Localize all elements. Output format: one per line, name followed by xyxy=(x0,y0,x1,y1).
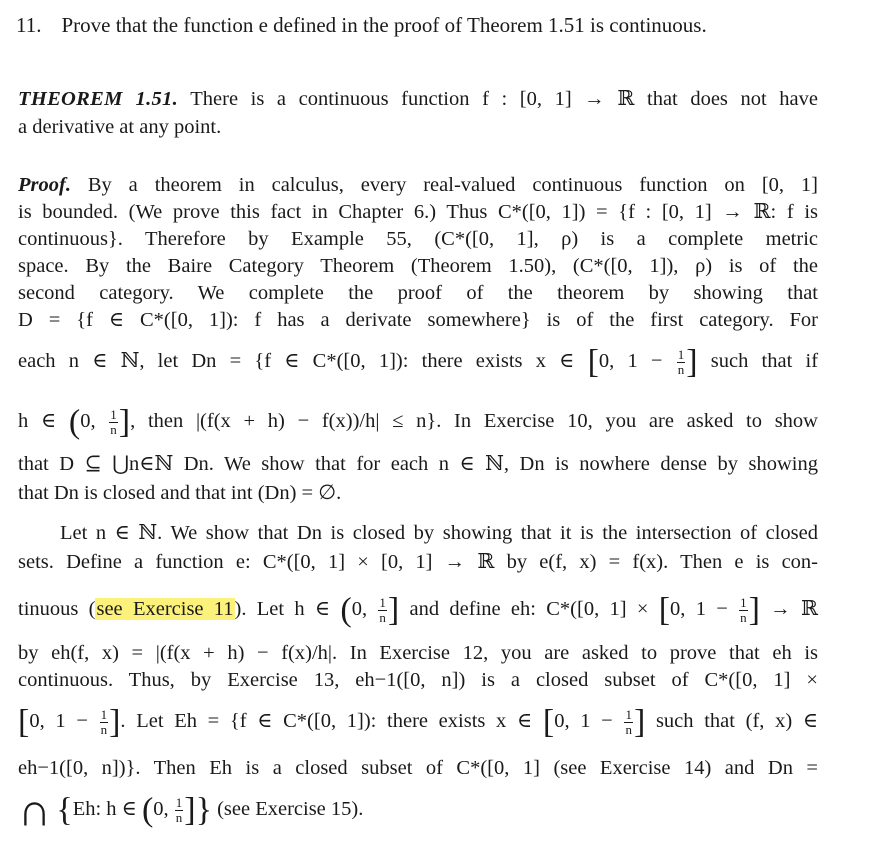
proof-para2-line-8 xyxy=(18,784,818,836)
proof-line-7 xyxy=(18,343,819,381)
proof-para2-line-6 xyxy=(18,703,819,741)
proof-label: Proof. xyxy=(18,174,71,196)
proof-text-1: By a theorem in calculus, every real-valued continuous function on [0, 1] xyxy=(87,174,819,196)
bracket-open: [ xyxy=(18,703,30,741)
bracket-open: [ xyxy=(542,703,555,741)
proof-para2-line-7: eh−1([0, n])}. Then Eh is a closed subset of C*([0, 1] (see Exercise 14) and Dn = xyxy=(18,757,818,779)
text: such that (f, x) ∈ xyxy=(655,710,819,733)
paren-open: ( xyxy=(340,591,352,629)
bracket-close: ] xyxy=(748,591,760,629)
bracket-close: ] xyxy=(686,343,698,381)
proof-para2-line-5: continuous. Thus, by Exercise 13, eh−1([0, n]) is a closed subset of C*([0, 1] × xyxy=(18,669,818,691)
interval-text: 0, xyxy=(80,410,96,433)
proof-line-5: second category. We complete the proof of the theorem by showing that xyxy=(18,282,818,304)
proof-para2-line-2: sets. Define a function e: C*([0, 1] × [0, 1] → ℝ by e(f, x) = f(x). Then e is con- xyxy=(18,551,818,573)
proof-line-1 xyxy=(18,172,818,198)
theorem-text-2: a derivative at any point. xyxy=(18,116,222,138)
interval-text: 0, 1 − xyxy=(554,710,613,733)
problem-number: 11. xyxy=(16,13,42,37)
bracket-open: [ xyxy=(587,343,599,381)
theorem-text-1: There is a continuous function f : [0, 1] → ℝ that does not have xyxy=(190,88,818,110)
text: . Let Eh = {f ∈ C*([0, 1]): there exists x ∈ xyxy=(120,710,533,733)
proof-line-8 xyxy=(18,403,818,441)
interval-text: 0, xyxy=(153,798,169,821)
paren-open: ( xyxy=(141,791,154,829)
fraction: $\frac{1}{n}$ xyxy=(100,707,108,737)
proof-text-7a: each n ∈ ℕ, let Dn = {f ∈ C*([0, 1]): there exists x ∈ xyxy=(18,350,575,373)
interval-text: 0, 1 − xyxy=(29,710,88,733)
bracket-close: ] xyxy=(118,403,131,441)
text: (see Exercise 15). xyxy=(217,798,364,821)
bracket-open: [ xyxy=(658,591,671,629)
theorem-label: THEOREM 1.51. xyxy=(18,88,179,110)
bracket-close: ] xyxy=(109,703,121,741)
proof-line-9: that D ⊆ ⋃n∈ℕ Dn. We show that for each n ∈ ℕ, Dn is nowhere dense by showing xyxy=(18,453,818,475)
exercise-11-highlight: see Exercise 11 xyxy=(96,598,234,621)
proof-line-3: continuous}. Therefore by Example 55, (C*([0, 1], ρ) is a complete metric xyxy=(18,228,818,250)
theorem-line-2 xyxy=(18,114,818,140)
problem-statement xyxy=(16,12,816,38)
problem-text: Prove that the function e defined in the proof of Theorem 1.51 is continuous. xyxy=(61,13,707,37)
theorem-line-1 xyxy=(18,86,818,112)
proof-line-10: that Dn is closed and that int (Dn) = ∅. xyxy=(18,482,342,504)
proof-line-2: is bounded. (We prove this fact in Chapter 6.) Thus C*([0, 1]) = {f : [0, 1] → ℝ: f is xyxy=(18,201,818,223)
interval-text: 0, 1 − xyxy=(598,350,663,373)
proof-text-7c: such that if xyxy=(710,350,819,373)
text: Eh: h ∈ xyxy=(72,798,137,821)
fraction: $\frac{1}{n}$ xyxy=(379,595,386,625)
bracket-close: ] xyxy=(633,703,646,741)
proof-line-4: space. By the Baire Category Theorem (Theorem 1.50), (C*([0, 1]), ρ) is of the xyxy=(18,255,818,277)
intersection-symbol: ∩ xyxy=(18,784,52,836)
fraction: $\frac{1}{n}$ xyxy=(625,707,632,737)
brace-close: } xyxy=(195,791,212,829)
fraction: $\frac{1}{n}$ xyxy=(677,347,685,377)
paren-open: ( xyxy=(68,403,81,441)
proof-text-8c: , then |(f(x + h) − f(x))/h| ≤ n}. In Exercise 10, you are asked to show xyxy=(130,410,818,433)
proof-para2-line-3 xyxy=(18,591,819,629)
fraction: $\frac{1}{n}$ xyxy=(175,795,183,825)
text: ). Let h ∈ xyxy=(234,598,331,621)
bracket-close: ] xyxy=(184,791,196,829)
text: and define eh: C*([0, 1] × xyxy=(409,598,649,621)
proof-para2-line-1: Let n ∈ ℕ. We show that Dn is closed by showing that it is the intersection of closed xyxy=(60,522,818,544)
bracket-close: ] xyxy=(387,591,400,629)
interval-text: 0, xyxy=(351,598,368,621)
text: tinuous ( xyxy=(18,598,96,621)
brace-open: { xyxy=(56,791,73,829)
fraction: $\frac{1}{n}$ xyxy=(740,595,747,625)
text: → ℝ xyxy=(770,598,819,621)
proof-para2-line-4: by eh(f, x) = |(f(x + h) − f(x)/h|. In Exercise 12, you are asked to prove that eh is xyxy=(18,642,818,664)
interval-text: 0, 1 − xyxy=(670,598,728,621)
proof-text-8a: h ∈ xyxy=(18,410,57,433)
fraction: $\frac{1}{n}$ xyxy=(110,407,117,437)
proof-line-6: D = {f ∈ C*([0, 1]): f has a derivate somewhere} is of the first category. For xyxy=(18,309,818,331)
